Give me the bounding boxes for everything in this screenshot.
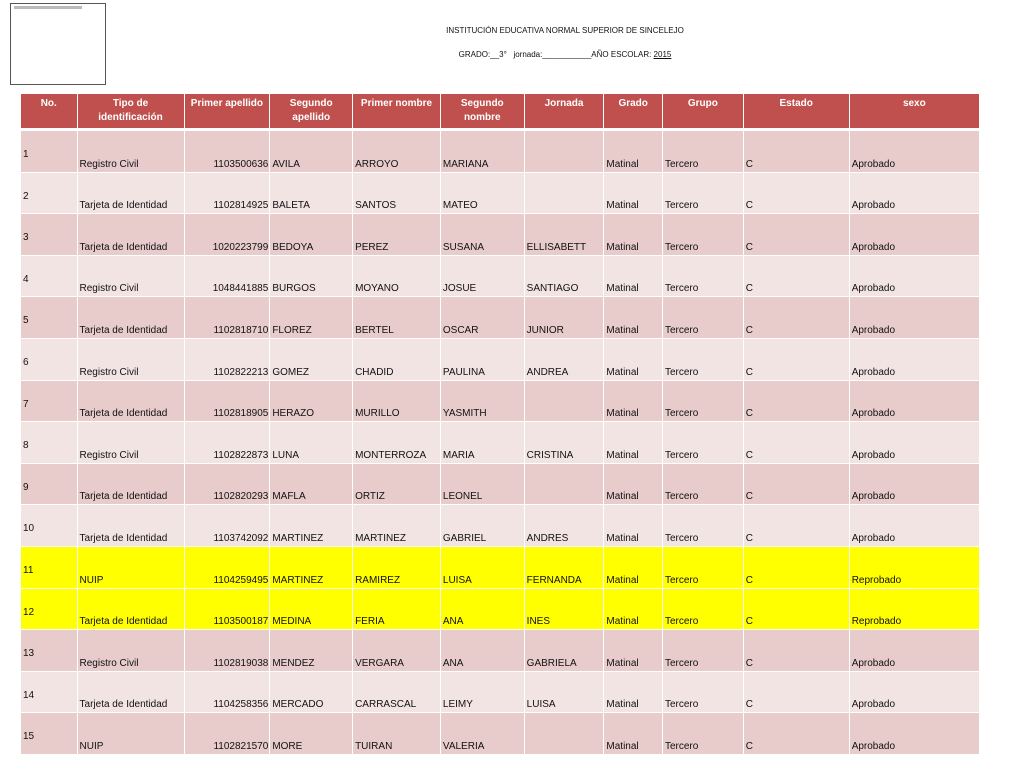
cell-grado: Tercero — [663, 672, 744, 714]
cell-no: 10 — [21, 505, 78, 547]
cell-no: 6 — [21, 339, 78, 381]
cell-segundo-nombre: JUNIOR — [525, 297, 605, 339]
cell-doc-number: 1020223799 — [185, 214, 271, 256]
institution-title: INSTITUCIÓN EDUCATIVA NORMAL SUPERIOR DE SINCELEJO — [446, 26, 684, 35]
col-header-grupo: Grupo — [663, 94, 744, 131]
table-row — [21, 713, 980, 755]
cell-segundo-nombre: INES — [525, 589, 605, 631]
cell-no: 4 — [21, 256, 78, 298]
cell-jornada: Matinal — [604, 505, 663, 547]
col-header-estado: Estado — [744, 94, 850, 131]
cell-grupo: C — [744, 297, 850, 339]
cell-tipo: NUIP — [78, 713, 185, 755]
grade-line — [300, 50, 830, 59]
cell-primer-apellido: MERCADO — [270, 672, 353, 714]
cell-primer-apellido: GOMEZ — [270, 339, 353, 381]
cell-grupo: C — [744, 547, 850, 589]
cell-primer-apellido: HERAZO — [270, 381, 353, 423]
cell-primer-nombre: YASMITH — [441, 381, 525, 423]
cell-tipo: NUIP — [78, 547, 185, 589]
cell-grupo: C — [744, 589, 850, 631]
cell-estado: Aprobado — [850, 173, 980, 215]
cell-no: 1 — [21, 131, 78, 173]
cell-grado: Tercero — [663, 713, 744, 755]
cell-doc-number: 1048441885 — [185, 256, 271, 298]
cell-primer-apellido: MAFLA — [270, 464, 353, 506]
cell-primer-nombre: PAULINA — [441, 339, 525, 381]
cell-primer-apellido: MEDINA — [270, 589, 353, 631]
cell-doc-number: 1104259495 — [185, 547, 271, 589]
cell-primer-apellido: MORE — [270, 713, 353, 755]
table-row — [21, 214, 980, 256]
cell-doc-number: 1103500187 — [185, 589, 271, 631]
cell-tipo: Registro Civil — [78, 630, 185, 672]
cell-doc-number: 1102818710 — [185, 297, 271, 339]
cell-segundo-apellido: ARROYO — [353, 131, 441, 173]
cell-grado: Tercero — [663, 464, 744, 506]
cell-grupo: C — [744, 713, 850, 755]
cell-tipo: Tarjeta de Identidad — [78, 589, 185, 631]
jornada-label: jornada:___________ — [513, 50, 592, 59]
cell-segundo-nombre: SANTIAGO — [525, 256, 605, 298]
cell-segundo-nombre: ANDREA — [525, 339, 605, 381]
cell-segundo-nombre — [525, 713, 605, 755]
table-header-row — [21, 94, 980, 131]
cell-primer-apellido: BALETA — [270, 173, 353, 215]
cell-primer-apellido: MARTINEZ — [270, 547, 353, 589]
cell-no: 14 — [21, 672, 78, 714]
cell-doc-number: 1102819038 — [185, 630, 271, 672]
table-row — [21, 547, 980, 589]
table-row — [21, 297, 980, 339]
cell-jornada: Matinal — [604, 589, 663, 631]
cell-jornada: Matinal — [604, 173, 663, 215]
cell-estado: Aprobado — [850, 381, 980, 423]
table-row — [21, 630, 980, 672]
cell-primer-nombre: MATEO — [441, 173, 525, 215]
cell-tipo: Registro Civil — [78, 339, 185, 381]
cell-tipo: Tarjeta de Identidad — [78, 505, 185, 547]
cell-primer-nombre: JOSUE — [441, 256, 525, 298]
anio-value: 2015 — [653, 50, 672, 59]
cell-no: 11 — [21, 547, 78, 589]
table-row — [21, 464, 980, 506]
cell-primer-apellido: BEDOYA — [270, 214, 353, 256]
cell-no: 8 — [21, 422, 78, 464]
cell-grado: Tercero — [663, 630, 744, 672]
col-header-segundo-apellido: Segundo apellido — [270, 94, 353, 131]
cell-estado: Aprobado — [850, 297, 980, 339]
cell-segundo-nombre: ELLISABETT — [525, 214, 605, 256]
cell-doc-number: 1102820293 — [185, 464, 271, 506]
cell-estado: Aprobado — [850, 672, 980, 714]
cell-no: 5 — [21, 297, 78, 339]
cell-estado: Aprobado — [850, 505, 980, 547]
cell-estado: Reprobado — [850, 547, 980, 589]
table-row — [21, 131, 980, 173]
cell-segundo-nombre: GABRIELA — [525, 630, 605, 672]
cell-estado: Reprobado — [850, 589, 980, 631]
student-table — [21, 94, 980, 755]
cell-primer-apellido: BURGOS — [270, 256, 353, 298]
cell-doc-number: 1103742092 — [185, 505, 271, 547]
cell-estado: Aprobado — [850, 630, 980, 672]
cell-primer-nombre: OSCAR — [441, 297, 525, 339]
cell-jornada: Matinal — [604, 297, 663, 339]
cell-grado: Tercero — [663, 589, 744, 631]
cell-jornada: Matinal — [604, 630, 663, 672]
table-row — [21, 422, 980, 464]
cell-doc-number: 1103500636 — [185, 131, 271, 173]
cell-jornada: Matinal — [604, 131, 663, 173]
cell-doc-number: 1102818905 — [185, 381, 271, 423]
logo-fine-print — [14, 6, 82, 9]
cell-estado: Aprobado — [850, 339, 980, 381]
cell-grupo: C — [744, 630, 850, 672]
cell-segundo-apellido: MOYANO — [353, 256, 441, 298]
cell-tipo: Tarjeta de Identidad — [78, 381, 185, 423]
cell-primer-nombre: LUISA — [441, 547, 525, 589]
cell-primer-nombre: LEONEL — [441, 464, 525, 506]
cell-tipo: Tarjeta de Identidad — [78, 173, 185, 215]
cell-no: 9 — [21, 464, 78, 506]
cell-doc-number: 1104258356 — [185, 672, 271, 714]
col-header-segundo-nombre: Segundo nombre — [441, 94, 525, 131]
cell-segundo-apellido: MURILLO — [353, 381, 441, 423]
cell-grupo: C — [744, 464, 850, 506]
cell-grado: Tercero — [663, 297, 744, 339]
cell-primer-apellido: MARTINEZ — [270, 505, 353, 547]
table-row — [21, 381, 980, 423]
cell-tipo: Registro Civil — [78, 422, 185, 464]
cell-jornada: Matinal — [604, 381, 663, 423]
cell-primer-nombre: ANA — [441, 630, 525, 672]
cell-segundo-nombre: CRISTINA — [525, 422, 605, 464]
cell-grado: Tercero — [663, 422, 744, 464]
cell-grado: Tercero — [663, 547, 744, 589]
cell-segundo-apellido: TUIRAN — [353, 713, 441, 755]
cell-tipo: Registro Civil — [78, 131, 185, 173]
cell-doc-number: 1102821570 — [185, 713, 271, 755]
cell-grado: Tercero — [663, 131, 744, 173]
cell-segundo-apellido: PEREZ — [353, 214, 441, 256]
cell-grupo: C — [744, 339, 850, 381]
cell-doc-number: 1102822873 — [185, 422, 271, 464]
cell-segundo-apellido: CARRASCAL — [353, 672, 441, 714]
cell-segundo-apellido: MONTERROZA — [353, 422, 441, 464]
cell-no: 12 — [21, 589, 78, 631]
cell-segundo-nombre: LUISA — [525, 672, 605, 714]
cell-tipo: Tarjeta de Identidad — [78, 214, 185, 256]
cell-jornada: Matinal — [604, 672, 663, 714]
cell-primer-nombre: GABRIEL — [441, 505, 525, 547]
cell-jornada: Matinal — [604, 339, 663, 381]
cell-segundo-apellido: VERGARA — [353, 630, 441, 672]
cell-doc-number: 1102822213 — [185, 339, 271, 381]
cell-grupo: C — [744, 256, 850, 298]
cell-estado: Aprobado — [850, 713, 980, 755]
cell-grupo: C — [744, 672, 850, 714]
cell-primer-nombre: VALERIA — [441, 713, 525, 755]
col-header-jornada: Jornada — [525, 94, 605, 131]
cell-tipo: Tarjeta de Identidad — [78, 297, 185, 339]
cell-primer-nombre: ANA — [441, 589, 525, 631]
cell-jornada: Matinal — [604, 422, 663, 464]
cell-tipo: Tarjeta de Identidad — [78, 464, 185, 506]
cell-segundo-nombre: FERNANDA — [525, 547, 605, 589]
cell-doc-number: 1102814925 — [185, 173, 271, 215]
cell-estado: Aprobado — [850, 131, 980, 173]
cell-segundo-apellido: SANTOS — [353, 173, 441, 215]
cell-estado: Aprobado — [850, 214, 980, 256]
cell-estado: Aprobado — [850, 256, 980, 298]
cell-tipo: Registro Civil — [78, 256, 185, 298]
cell-grupo: C — [744, 131, 850, 173]
cell-grupo: C — [744, 422, 850, 464]
cell-no: 2 — [21, 173, 78, 215]
cell-jornada: Matinal — [604, 713, 663, 755]
cell-segundo-apellido: CHADID — [353, 339, 441, 381]
table-row — [21, 339, 980, 381]
col-header-no: No. — [21, 94, 78, 131]
cell-no: 3 — [21, 214, 78, 256]
cell-grado: Tercero — [663, 505, 744, 547]
cell-estado: Aprobado — [850, 464, 980, 506]
cell-grupo: C — [744, 381, 850, 423]
cell-grupo: C — [744, 214, 850, 256]
cell-primer-apellido: LUNA — [270, 422, 353, 464]
cell-no: 7 — [21, 381, 78, 423]
col-header-tipo: Tipo de identificación — [78, 94, 185, 131]
grado-value: __3° — [490, 50, 507, 59]
cell-grado: Tercero — [663, 214, 744, 256]
cell-primer-nombre: MARIA — [441, 422, 525, 464]
cell-segundo-apellido: RAMIREZ — [353, 547, 441, 589]
cell-no: 13 — [21, 630, 78, 672]
table-body — [21, 131, 980, 755]
anio-label: AÑO ESCOLAR: — [591, 50, 652, 59]
cell-primer-nombre: SUSANA — [441, 214, 525, 256]
cell-grado: Tercero — [663, 339, 744, 381]
cell-no: 15 — [21, 713, 78, 755]
cell-primer-apellido: AVILA — [270, 131, 353, 173]
cell-grado: Tercero — [663, 256, 744, 298]
logo-placeholder — [10, 3, 106, 85]
cell-segundo-nombre — [525, 131, 605, 173]
cell-jornada: Matinal — [604, 464, 663, 506]
cell-primer-apellido: MENDEZ — [270, 630, 353, 672]
table-row — [21, 256, 980, 298]
cell-grupo: C — [744, 505, 850, 547]
col-header-grado: Grado — [604, 94, 663, 131]
cell-segundo-nombre — [525, 464, 605, 506]
col-header-primer-apellido: Primer apellido — [185, 94, 271, 131]
cell-segundo-apellido: BERTEL — [353, 297, 441, 339]
grado-label: GRADO: — [458, 50, 491, 59]
col-header-sexo: sexo — [850, 94, 980, 131]
cell-segundo-nombre — [525, 173, 605, 215]
col-header-primer-nombre: Primer nombre — [353, 94, 441, 131]
cell-segundo-apellido: FERIA — [353, 589, 441, 631]
cell-jornada: Matinal — [604, 547, 663, 589]
cell-grupo: C — [744, 173, 850, 215]
cell-primer-nombre: LEIMY — [441, 672, 525, 714]
table-row — [21, 505, 980, 547]
table-row — [21, 173, 980, 215]
cell-segundo-apellido: MARTINEZ — [353, 505, 441, 547]
cell-primer-nombre: MARIANA — [441, 131, 525, 173]
cell-segundo-nombre — [525, 381, 605, 423]
table-row — [21, 672, 980, 714]
cell-segundo-apellido: ORTIZ — [353, 464, 441, 506]
cell-jornada: Matinal — [604, 256, 663, 298]
cell-grado: Tercero — [663, 173, 744, 215]
cell-primer-apellido: FLOREZ — [270, 297, 353, 339]
cell-segundo-nombre: ANDRES — [525, 505, 605, 547]
table-row — [21, 589, 980, 631]
cell-grado: Tercero — [663, 381, 744, 423]
cell-tipo: Tarjeta de Identidad — [78, 672, 185, 714]
cell-estado: Aprobado — [850, 422, 980, 464]
cell-jornada: Matinal — [604, 214, 663, 256]
